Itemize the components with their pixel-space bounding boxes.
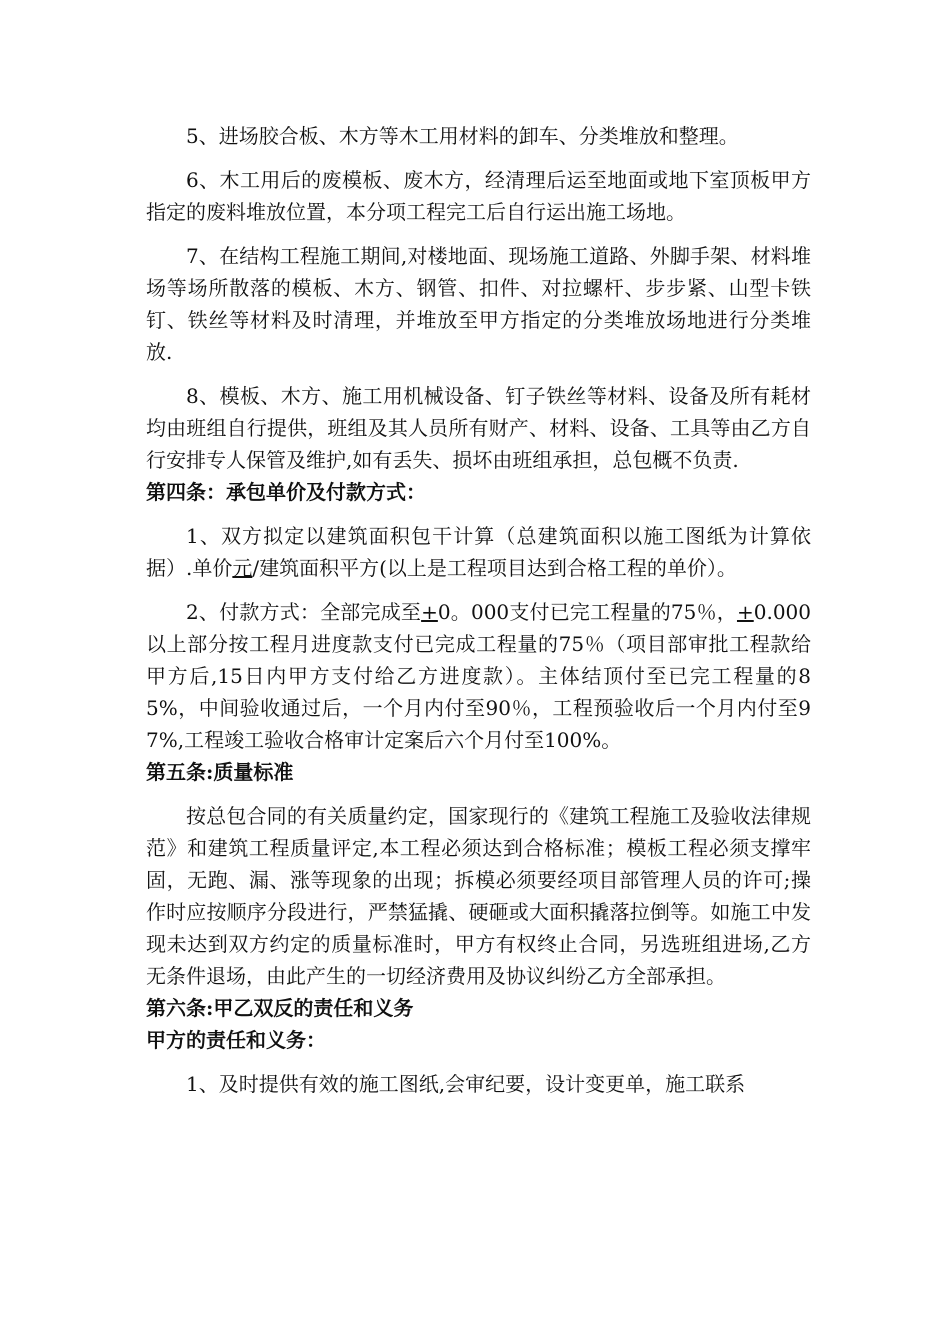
article-6-item-1: 1、及时提供有效的施工图纸,会审纪要，设计变更单，施工联系: [186, 1072, 746, 1096]
paragraph-item-5: 5、进场胶合板、木方等木工用材料的卸车、分类堆放和整理。: [186, 124, 739, 148]
item-1-text-b: /建筑面积平方(以上是工程项目达到合格工程的单价）。: [252, 556, 737, 580]
article-6-heading: 第六条:甲乙双反的责任和义务: [146, 996, 414, 1020]
party-a-subheading: 甲方的责任和义务：: [146, 1028, 326, 1052]
paragraph-item-6: 6、木工用后的废模板、废木方，经清理后运至地面或地下室顶板甲方指定的废料堆放位置，本分项工程完工后自行运出施工场地。: [146, 168, 811, 224]
article-4-item-2: [146, 596, 811, 756]
document-page: [146, 120, 811, 1100]
article-5-body: 按总包合同的有关质量约定，国家现行的《建筑工程施工及验收法律规范》和建筑工程质量评定,本工程必须达到合格标准；模板工程必须支撑牢固，无跑、漏、涨等现象的出现；拆模必须要经项目部管理人员的许可;操作时应按顺序分段进行，严禁猛撬、硬砸或大面积撬落拉倒等。如施工中发现未达到双方约定的质量标准时，甲方有权终止合同，另选班组进场,乙方无条件退场，由此产生的一切经济费用及协议纠纷乙方全部承担。: [146, 804, 811, 988]
article-4-item-1: [146, 520, 811, 584]
paragraph-item-7: 7、在结构工程施工期间,对楼地面、现场施工道路、外脚手架、材料堆场等场所散落的模板、木方、钢管、扣件、对拉螺杆、步步紧、山型卡铁钉、铁丝等材料及时清理，并堆放至甲方指定的分类堆放场地进行分类堆放.: [146, 244, 811, 364]
item-2-text-c: 0.000以上部分按工程月进度款支付已完成工程量的75％（项目部审批工程款给甲方后,15日内甲方支付给乙方进度款）。主体结顶付至已完工程量的85%，中间验收通过后，一个月内付至90％，工程预验收后一个月内付至97%,工程竣工验收合格审计定案后六个月付至100%。: [146, 600, 811, 752]
item-1-text-a: 1、双方拟定以建筑面积包干计算（总建筑面积以施工图纸为计算依据）.单价: [146, 524, 811, 580]
paragraph-item-8: 8、模板、木方、施工用机械设备、钉子铁丝等材料、设备及所有耗材均由班组自行提供，班组及其人员所有财产、材料、设备、工具等由乙方自行安排专人保管及维护,如有丢失、损坏由班组承担，总包概不负责.: [146, 384, 811, 472]
item-2-text-b: 0。000支付已完工程量的75％，: [437, 600, 737, 624]
plus-minus-sign: +: [736, 600, 754, 624]
plus-minus-sign: +: [421, 600, 438, 624]
unit-price-blank: 元: [232, 556, 253, 580]
item-2-text-a: 2、付款方式：全部完成至: [186, 600, 422, 624]
article-5-heading: 第五条:质量标准: [146, 760, 294, 784]
article-4-heading: 第四条：承包单价及付款方式：: [146, 480, 426, 504]
